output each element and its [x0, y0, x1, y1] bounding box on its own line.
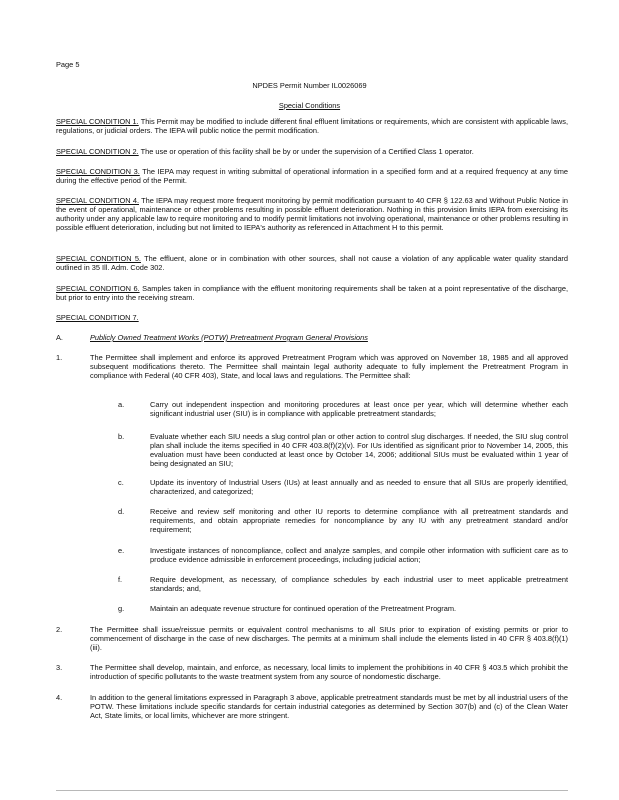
section-a-title: Publicly Owned Treatment Works (POTW) Pretreatment Program General Provisions	[90, 333, 368, 342]
condition-text: The effluent, alone or in combination with other sources, shall not cause a violation of any applicable water quality standard outlined in 35 Ill. Adm. Code 302.	[56, 254, 568, 273]
item-number: 4.	[56, 693, 63, 702]
subitem-text: Receive and review self monitoring and other IU reports to determine compliance with all pretreatment standards and requirements, and obtain appropriate remedies for noncompliance by any IU with any pretreatment standard and/or requirement;	[150, 507, 568, 535]
subitem-text: Carry out independent inspection and monitoring procedures at least once per year, which will determine whether each significant industrial user (SIU) is in compliance with applicable pretreatment standards;	[150, 400, 568, 419]
condition-label: SPECIAL CONDITION 6.	[56, 284, 140, 293]
special-condition-5	[56, 254, 568, 272]
subitem-text: Update its inventory of Industrial Users (IUs) at least annually and as needed to ensure that all SIUs are properly identified, characterized, and categorized;	[150, 478, 568, 497]
subitem-letter: d.	[118, 507, 125, 516]
item-text: The Permittee shall issue/reissue permits or equivalent control mechanisms to all SIUs prior to expiration of existing permits or prior to commencement of discharge in the case of new discharges. The permits at a minimum shall include the elements listed in 40 CFR § 403.8(f)(1)(iii).	[90, 625, 568, 653]
permit-number-heading: NPDES Permit Number IL0026069	[252, 81, 367, 90]
subitem-letter: a.	[118, 400, 125, 409]
special-condition-3	[56, 167, 568, 185]
item-number: 2.	[56, 625, 63, 634]
subitem-letter: e.	[118, 546, 125, 555]
special-condition-2	[56, 147, 568, 156]
special-condition-4	[56, 196, 568, 232]
special-condition-1	[56, 117, 568, 135]
condition-label: SPECIAL CONDITION 5.	[56, 254, 141, 263]
subitem-text: Require development, as necessary, of compliance schedules by each industrial user to meet applicable pretreatment standards; and,	[150, 575, 568, 594]
condition-text: The IEPA may request more frequent monitoring by permit modification pursuant to 40 CFR § 122.63 and Without Public Notice in the event of operational, maintenance or other problems resulting in possible effluent deterioration. Nothing in this provision limits IEPA from exercising its authority under any applicable law to require monitoring and to modify permit limitations not involving operational, maintenance or other problems resulting in possible effluent deterioration, including but not limited to IEPA's authority as referenced in Attachment H to this permit.	[56, 196, 568, 233]
subitem-letter: c.	[118, 478, 124, 487]
subitem-text: Investigate instances of noncompliance, collect and analyze samples, and compile other information with sufficient care as to produce evidence admissible in enforcement proceedings, including judicial action;	[150, 546, 568, 565]
item-text: The Permittee shall develop, maintain, and enforce, as necessary, local limits to implement the prohibitions in 40 CFR § 403.5 which prohibit the introduction of specific pollutants to the waste treatment system from any source of nondomestic discharge.	[90, 663, 568, 682]
section-title: Special Conditions	[278, 101, 341, 110]
section-letter: A.	[56, 333, 63, 342]
special-condition-7	[56, 313, 568, 322]
item-number: 1.	[56, 353, 63, 362]
condition-label: SPECIAL CONDITION 3.	[56, 167, 140, 176]
subitem-text: Evaluate whether each SIU needs a slug control plan or other action to control slug discharges. If needed, the SIU slug control plan shall include the items specified in 40 CFR 403.8(f)(2)(v). For IUs identified as significant prior to November 14, 2005, this evaluation must have been conducted at least once by October 14, 2006; additional SIUs must be evaluated within 1 year of being designated an SIU;	[150, 432, 568, 469]
subitem-letter: b.	[118, 432, 125, 441]
footer-divider	[56, 790, 568, 791]
page-number: Page 5	[56, 60, 80, 69]
condition-label: SPECIAL CONDITION 4.	[56, 196, 139, 205]
subitem-letter: g.	[118, 604, 125, 613]
subitem-letter: f.	[118, 575, 123, 584]
subitem-text: Maintain an adequate revenue structure for continued operation of the Pretreatment Program.	[150, 604, 457, 613]
condition-text: The use or operation of this facility shall be by or under the supervision of a Certified Class 1 operator.	[140, 147, 474, 156]
condition-text: This Permit may be modified to include different final effluent limitations or requirements, which are consistent with applicable laws, regulations, or judicial orders. The IEPA will public notice the permit modification.	[56, 117, 569, 136]
condition-label: SPECIAL CONDITION 2.	[56, 147, 139, 156]
condition-label: SPECIAL CONDITION 1.	[56, 117, 139, 126]
special-condition-6	[56, 284, 568, 302]
item-text: In addition to the general limitations expressed in Paragraph 3 above, applicable pretreatment standards must be met by all industrial users of the POTW. These limitations include specific standards for certain industrial categories as determined by Section 307(b) and (c) of the Clean Water Act, State limits, or local limits, whichever are more stringent.	[90, 693, 568, 721]
item-text: The Permittee shall implement and enforce its approved Pretreatment Program which was approved on November 18, 1985 and all approved subsequent modifications thereto. The Permittee shall maintain legal authority adequate to fully implement the Pretreatment Program in compliance with Federal (40 CFR 403), State, and local laws and regulations. The Permittee shall:	[90, 353, 568, 381]
condition-text: The IEPA may request in writing submittal of operational information in a specified form and at a required frequency at any time during the effective period of the Permit.	[56, 167, 569, 186]
condition-text: Samples taken in compliance with the effluent monitoring requirements shall be taken at a point representative of the discharge, but prior to entry into the receiving stream.	[56, 284, 568, 303]
item-number: 3.	[56, 663, 63, 672]
condition-label: SPECIAL CONDITION 7.	[56, 313, 139, 322]
